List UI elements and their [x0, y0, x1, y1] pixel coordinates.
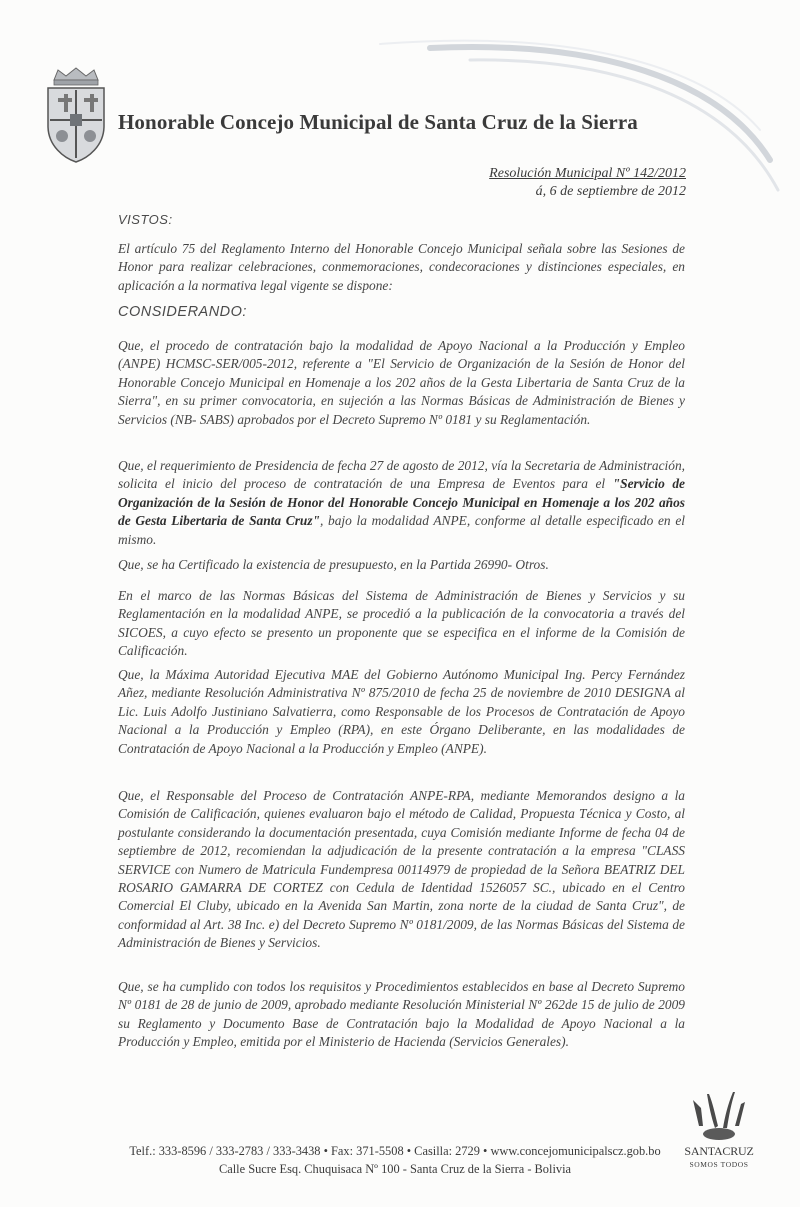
- footer-address: Calle Sucre Esq. Chuquisaca Nº 100 - Santa Cruz de la Sierra - Bolivia: [218, 1162, 572, 1176]
- paragraph-2-text: Que, el requerimiento de Presidencia de fecha 27 de agosto de 2012, vía la Secretaria de Administración, solicita el inicio del proceso de contratación de una Empresa de Eventos para el: [118, 458, 685, 492]
- considerando-paragraph-3: Que, se ha Certificado la existencia de presupuesto, en la Partida 26990- Otros.: [118, 557, 549, 572]
- considerando-paragraph-5: Que, la Máxima Autoridad Ejecutiva MAE del Gobierno Autónomo Municipal Ing. Percy Fernández Añez, mediante Resolución Administrativa Nº 875/2010 de fecha 25 de noviembre de 2010 DESIGNA al Lic. Luis Adolfo Justiniano Salvatierra, como Responsable de los Procesos de Contratación de Apoyo Nacional a la Producción y Empleo (RPA), en este Órgano Deliberante, en las modalidades de Contratación de Apoyo Nacional a la Producción y Empleo (ANPE).: [118, 667, 685, 756]
- santa-cruz-logo: [683, 1090, 755, 1182]
- resolution-block: [489, 165, 686, 201]
- considerando-paragraph-1: Que, el procedo de contratación bajo la modalidad de Apoyo Nacional a la Producción y Empleo (ANPE) HCMSC-SER/005-2012, referente a "El Servicio de Organización de la Sesión de Honor del Honorable Concejo Municipal en Homenaje a los 202 años de la Gesta Libertaria de Santa Cruz de la Sierra", en su primer convocatoria, en sujeción a las Normas Básicas de Administración de Bienes y Servicios (NB- SABS) aprobados por el Decreto Supremo Nº 0181 y su Reglamentación.: [118, 338, 685, 427]
- municipal-crest-icon: [44, 66, 108, 164]
- footer-contact: Telf.: 333-8596 / 333-2783 / 333-3438 • Fax: 371-5508 • Casilla: 2729 • www.concejomunicipalscz.gob.bo: [129, 1144, 661, 1158]
- institution-name: Honorable Concejo Municipal de Santa Cruz de la Sierra: [118, 110, 638, 134]
- resolution-number: Resolución Municipal Nº 142/2012: [489, 166, 686, 181]
- logo-name: SANTACRUZ: [684, 1144, 754, 1158]
- considerando-paragraph-7: Que, se ha cumplido con todos los requisitos y Procedimientos establecidos en base al Decreto Supremo Nº 0181 de 28 de junio de 2009, aprobado mediante Resolución Ministerial Nº 262de 15 de julio de 2009 su Reglamento y Documento Base de Contratación bajo la Modalidad de Apoyo Nacional a la Producción y Empleo, emitida por el Ministerio de Hacienda (Servicios Generales).: [118, 979, 685, 1050]
- considerando-paragraph-2: [118, 457, 685, 549]
- resolution-date: á, 6 de septiembre de 2012: [535, 184, 686, 199]
- considerando-paragraph-6: Que, el Responsable del Proceso de Contratación ANPE-RPA, mediante Memorandos designo a la Comisión de Calificación, quienes evaluaron bajo el método de Calidad, Propuesta Técnica y Costo, al postulante considerando la documentación presentada, cuya Comisión mediante Informe de fecha 04 de septiembre de 2012, recomiendan la adjudicación de la presente contratación a la empresa "CLASS SERVICE con Numero de Matricula Fundempresa 00114979 de propiedad de la Señora BEATRIZ DEL ROSARIO GAMARRA DE CORTEZ con Cedula de Identidad 1526057 SC., ubicado en el Centro Comercial El Cluby, ubicado en la Avenida San Martin, zona norte de la ciudad de Santa Cruz", de conformidad al Art. 38 Inc. e) del Decreto Supremo Nº 0181/2009, de las Normas Básicas del Sistema de Administración de Bienes y Servicios.: [118, 788, 685, 951]
- raised-hands-icon: [689, 1090, 749, 1142]
- vistos-paragraph: El artículo 75 del Reglamento Interno del Honorable Concejo Municipal señala sobre las Sesiones de Honor para realizar celebraciones, conmemoraciones, condecoraciones y distinciones especiales, en aplicación a la normativa legal vigente se dispone:: [118, 241, 685, 293]
- paragraph-2-text-end: , bajo la modalidad ANPE, conforme al detalle especificado en el mismo.: [118, 513, 685, 547]
- paragraph-2-service-name: "Servicio de Organización de la Sesión de Honor del Honorable Concejo Municipal en Homenaje a los 202 años de Gesta Libertaria de Santa Cruz": [118, 476, 686, 529]
- vistos-heading: VISTOS:: [118, 212, 173, 227]
- considerando-heading: CONSIDERANDO:: [118, 304, 247, 320]
- logo-slogan: SOMOS TODOS: [689, 1160, 749, 1169]
- considerando-paragraph-4: En el marco de las Normas Básicas del Sistema de Administración de Bienes y Servicios y su Reglamentación en la modalidad ANPE, se procedió a la publicación de la convocatoria a través del SICOES, a cuyo efecto se presento un proponente que se especifica en el informe de la Comisión de Calificación.: [118, 588, 685, 659]
